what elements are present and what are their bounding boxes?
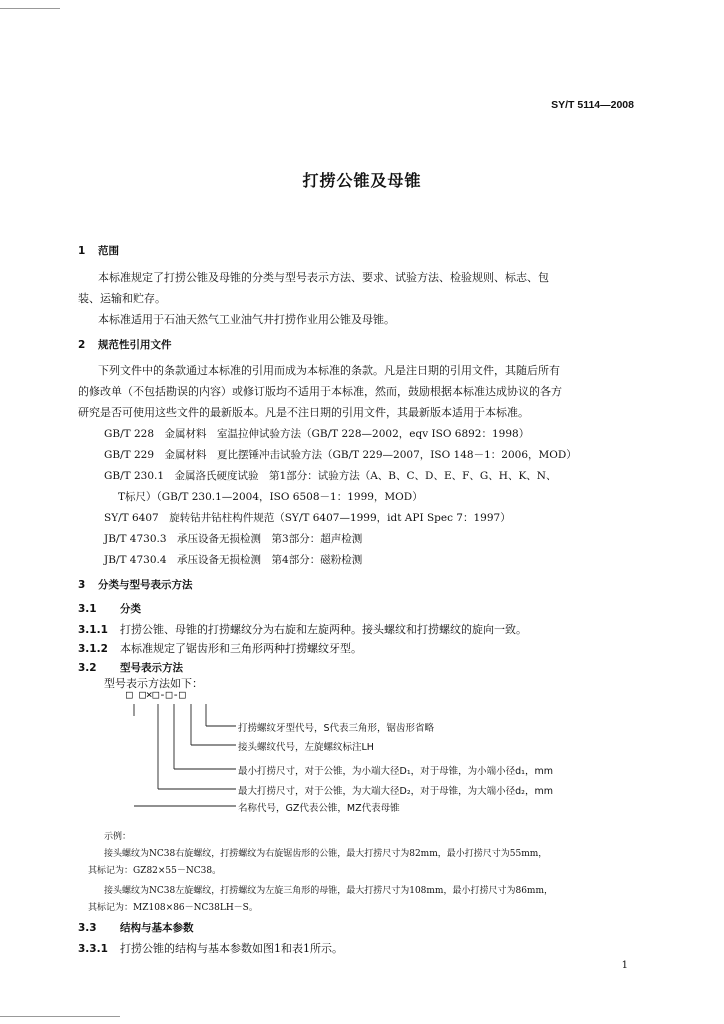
paragraph: 本标准规定了打捞公锥及母锥的分类与型号表示方法、要求、试验方法、检验规则、标志、包 (98, 271, 549, 284)
subsection-number: 3.2 (78, 662, 97, 674)
subsection-3-1-heading (78, 601, 141, 616)
subsection-title: 分类 (120, 603, 141, 615)
section-number: 3 (78, 579, 86, 591)
reference-item: JB/T 4730.4 承压设备无损检测 第4部分：磁粉检测 (104, 554, 363, 566)
page-number: 1 (621, 960, 628, 971)
reference-item: GB/T 229 金属材料 夏比摆锤冲击试验方法（GB/T 229—2007，ISO 148－1：2006，MOD） (104, 449, 577, 461)
reference-item: SY/T 6407 旋转钻井钻柱构件规范（SY/T 6407—1999，idt API Spec 7：1997） (104, 512, 511, 524)
paragraph: 研究是否可使用这些文件的最新版本。凡是不注日期的引用文件，其最新版本适用于本标准。 (78, 406, 529, 419)
example-text: 接头螺纹为NC38左旋螺纹，打捞螺纹为左旋三角形的母锥，最大打捞尺寸为108mm，最小打捞尺寸为86mm， (104, 886, 553, 896)
clause-number: 3.1.2 (78, 643, 108, 655)
subsection-3-3-heading (78, 920, 194, 935)
subsection-title: 型号表示方法 (120, 662, 183, 674)
standard-number: SY/T 5114—2008 (551, 99, 634, 111)
section-title: 范围 (98, 245, 119, 257)
model-code-diagram (126, 688, 626, 818)
paragraph: 的修改单（不包括勘误的内容）或修订版均不适用于本标准，然而，鼓励根据本标准达成协议的各方 (78, 385, 562, 398)
example-text: 接头螺纹为NC38右旋螺纹，打捞螺纹为右旋锯齿形的公锥，最大打捞尺寸为82mm，最小打捞尺寸为55mm， (104, 849, 548, 859)
model-intro: 型号表示方法如下： (104, 677, 203, 690)
section-3-heading (78, 577, 193, 592)
leader-lines (126, 688, 626, 818)
clause-3-3-1 (78, 940, 343, 956)
model-code-boxes: □ □×□-□-□ (126, 688, 186, 701)
reference-item: T标尺）（GB/T 230.1—2004，ISO 6508－1：1999，MOD） (118, 491, 423, 503)
model-label: 接头螺纹代号，左旋螺纹标注LH (238, 742, 374, 753)
paragraph: 本标准适用于石油天然气工业油气井打捞作业用公锥及母锥。 (98, 313, 395, 326)
section-number: 2 (78, 339, 86, 351)
clause-3-1-1 (78, 621, 527, 637)
clause-text: 打捞公锥的结构与基本参数如图1和表1所示。 (120, 942, 343, 955)
clause-number: 3.1.1 (78, 624, 108, 636)
section-2-heading (78, 337, 172, 352)
example-label: 示例： (104, 832, 132, 842)
model-label: 最小打捞尺寸，对于公锥，为小端大径D₁，对于母锥，为小端小径d₁，mm (238, 766, 553, 777)
model-label: 打捞螺纹牙型代号，S代表三角形，锯齿形省略 (238, 723, 435, 734)
section-title: 分类与型号表示方法 (98, 579, 193, 591)
reference-item: GB/T 230.1 金属洛氏硬度试验 第1部分：试验方法（A、B、C、D、E、F、G、H、K、N、 (104, 470, 557, 482)
section-title: 规范性引用文件 (98, 339, 172, 351)
reference-item: JB/T 4730.3 承压设备无损检测 第3部分：超声检测 (104, 533, 363, 545)
section-number: 1 (78, 245, 86, 257)
clause-text: 本标准规定了锯齿形和三角形两种打捞螺纹牙型。 (120, 642, 362, 655)
subsection-number: 3.3 (78, 922, 97, 934)
section-1-heading (78, 243, 119, 258)
clause-text: 打捞公锥、母锥的打捞螺纹分为右旋和左旋两种。接头螺纹和打捞螺纹的旋向一致。 (120, 623, 527, 636)
clause-3-1-2 (78, 640, 362, 656)
subsection-title: 结构与基本参数 (120, 922, 194, 934)
page-title: 打捞公锥及母锥 (302, 171, 422, 190)
model-label: 最大打捞尺寸，对于公锥，为大端大径D₂，对于母锥，为大端小径d₂，mm (238, 786, 553, 797)
example-text: 其标记为：GZ82×55－NC38。 (88, 866, 222, 876)
reference-item: GB/T 228 金属材料 室温拉伸试验方法（GB/T 228—2002，eqv ISO 6892：1998） (104, 428, 530, 440)
model-label: 名称代号，GZ代表公锥，MZ代表母锥 (238, 803, 400, 814)
subsection-3-2-heading (78, 660, 183, 675)
paragraph: 下列文件中的条款通过本标准的引用而成为本标准的条款。凡是注日期的引用文件，其随后所有 (98, 364, 560, 377)
example-text: 其标记为：MZ108×86－NC38LH－S。 (88, 903, 258, 913)
paragraph: 装、运输和贮存。 (78, 292, 166, 305)
subsection-number: 3.1 (78, 603, 97, 615)
clause-number: 3.3.1 (78, 943, 108, 955)
